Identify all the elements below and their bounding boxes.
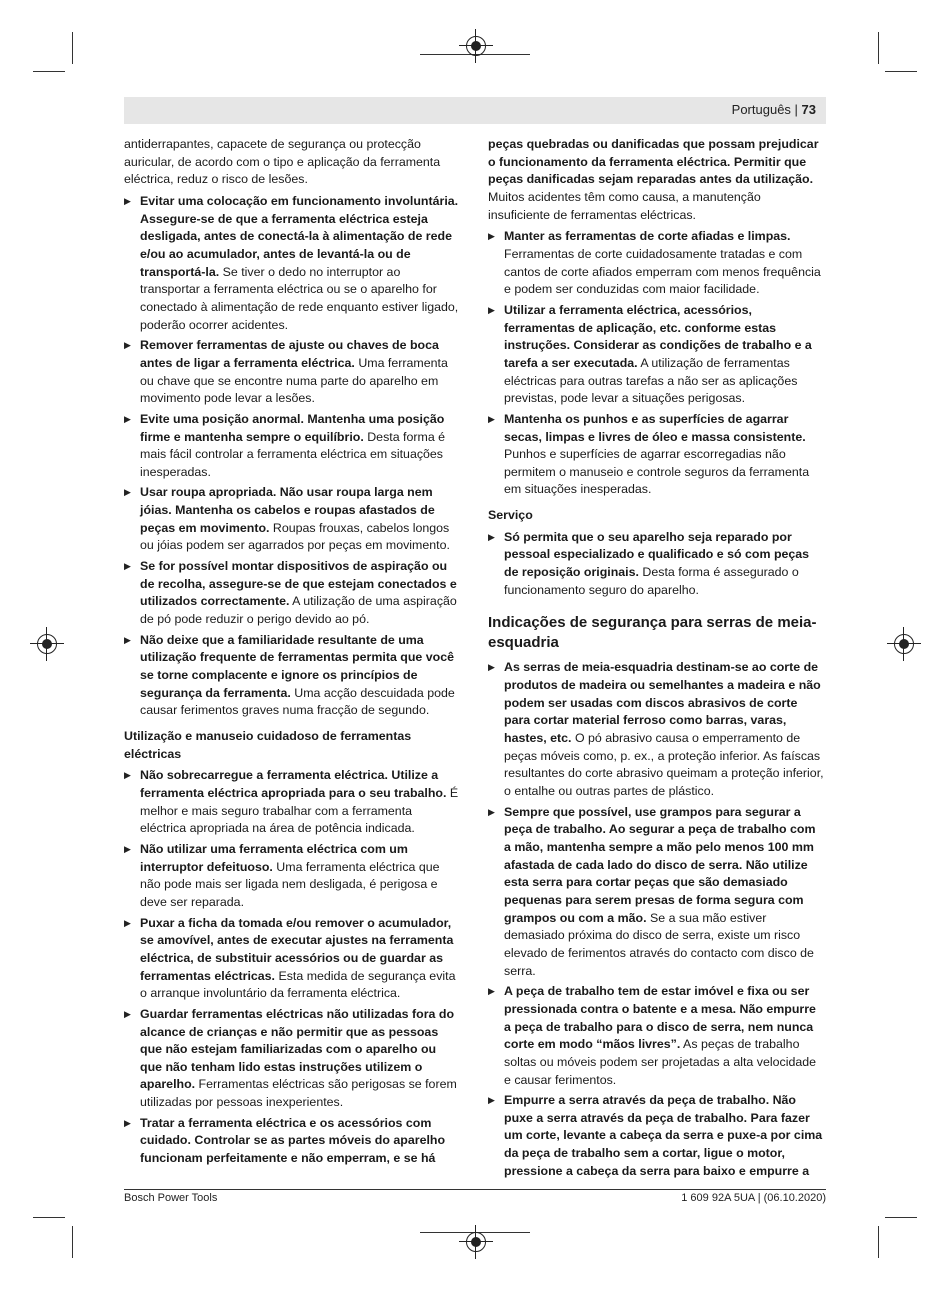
list-item: ▶ Não sobrecarregue a ferramenta eléctrica. Utilize a ferramenta eléctrica apropriada para o seu trabalho. É melhor e mais seguro trabalhar com a ferramenta eléctrica apropriada na área de potência indicada. xyxy=(124,767,461,838)
header-label: Português | 73 xyxy=(731,102,816,117)
list-item: ▶ Guardar ferramentas eléctricas não utilizadas fora do alcance de crianças e não permitir que as pessoas que não estejam familiarizadas com o aparelho ou que não tenham lido estas instruções utilizem o aparelho. Ferramentas eléctricas são perigosas se forem utilizadas por pessoas inexperientes. xyxy=(124,1006,461,1112)
list-item: ▶ Remover ferramentas de ajuste ou chaves de boca antes de ligar a ferramenta eléctrica. Uma ferramenta ou chave que se encontre numa parte do aparelho em movimento pode levar a lesões. xyxy=(124,337,461,408)
left-column xyxy=(124,136,461,1171)
page-number: 73 xyxy=(801,102,816,117)
crop-mark xyxy=(72,32,73,64)
list-item: ▶ Só permita que o seu aparelho seja reparado por pessoal especializado e qualificado e só com peças de reposição originais. Desta forma é assegurado o funcionamento seguro do aparelho. xyxy=(488,529,825,600)
registration-mark-icon xyxy=(466,36,486,56)
crop-mark xyxy=(878,1226,879,1258)
registration-mark-icon xyxy=(894,634,914,654)
footer-brand: Bosch Power Tools xyxy=(124,1192,218,1204)
paragraph: antiderrapantes, capacete de segurança ou protecção auricular, de acordo com o tipo e aplicação da ferramenta eléctrica, reduz o risco de lesões. xyxy=(124,137,441,187)
list-item: ▶ As serras de meia-esquadria destinam-se ao corte de produtos de madeira ou semelhantes a madeira e não podem ser usadas com discos abrasivos de corte para cortar material ferroso como barras, varas, hastes, etc. O pó abrasivo causa o emperramento de peças móveis como, p. ex., a proteção inferior. As faíscas resultantes do corte abrasivo queimam a proteção inferior, o entalhe ou outras partes de plástico. xyxy=(488,659,825,800)
list-item: ▶ Não deixe que a familiaridade resultante de uma utilização frequente de ferramentas permita que você se torne complacente e ignore os princípios de segurança da ferramenta. Uma acção descuidada pode causar ferimentos graves numa fracção de segundo. xyxy=(124,632,461,720)
list-item: ▶ Evite uma posição anormal. Mantenha uma posição firme e mantenha sempre o equilíbrio. Desta forma é mais fácil controlar a ferramenta eléctrica em situações inesperadas. xyxy=(124,411,461,482)
page-header xyxy=(124,97,826,124)
crop-mark xyxy=(33,1217,65,1218)
list-item: ▶ A peça de trabalho tem de estar imóvel e fixa ou ser pressionada contra o batente e a mesa. Não empurre a peça de trabalho para o disco de serra, nem nunca corte em modo “mãos livres”. As peças de trabalho soltas ou móveis podem ser projetadas a alta velocidade e causar ferimentos. xyxy=(488,983,825,1089)
list-item: ▶ Mantenha os punhos e as superfícies de agarrar secas, limpas e livres de óleo e massa consistente. Punhos e superfícies de agarrar escorregadias não permitem o manuseio e controle seguros da ferramenta em situações inesperadas. xyxy=(488,411,825,499)
list-item: ▶ Se for possível montar dispositivos de aspiração ou de recolha, assegure-se de que estejam conectados e utilizados correctamente. A utilização de uma aspiração de pó pode reduzir o perigo devido ao pó. xyxy=(124,558,461,629)
footer-doc-code: 1 609 92A 5UA | (06.10.2020) xyxy=(681,1192,826,1204)
crop-mark xyxy=(878,32,879,64)
paragraph: peças quebradas ou danificadas que possam prejudicar o funcionamento da ferramenta eléctrica. Permitir que peças danificadas sejam reparadas antes da utilização. Muitos acidentes têm como causa, a manutenção insuficiente de ferramentas eléctricas. xyxy=(488,137,819,222)
list-item: ▶ Sempre que possível, use grampos para segurar a peça de trabalho. Ao segurar a peça de trabalho com a mão, mantenha sempre a mão pelo menos 100 mm afastada de cada lado do disco de serra. Não utilize esta serra para cortar peças que são demasiado pequenas para serem presas de forma segura com grampos ou com a mão. Se a sua mão estiver demasiado próxima do disco de serra, existe um risco elevado de ferimentos através do contacto com disco de serra. xyxy=(488,804,825,981)
section-heading: Indicações de segurança para serras de meia-esquadria xyxy=(488,614,817,652)
list-item: ▶ Evitar uma colocação em funcionamento involuntária. Assegure-se de que a ferramenta eléctrica esteja desligada, antes de conectá-la à alimentação de rede e/ou ao acumulador, antes de levantá-la ou de transportá-la. Se tiver o dedo no interruptor ao transportar a ferramenta eléctrica ou se o aparelho for conectado à alimentação de rede enquanto estiver ligado, poderão ocorrer acidentes. xyxy=(124,193,461,334)
crop-mark xyxy=(72,1226,73,1258)
list-item: ▶ Manter as ferramentas de corte afiadas e limpas. Ferramentas de corte cuidadosamente tratadas e com cantos de corte afiados emperram com menos frequência e podem ser conduzidas com maior facilidade. xyxy=(488,228,825,299)
list-item: ▶ Utilizar a ferramenta eléctrica, acessórios, ferramentas de aplicação, etc. conforme estas instruções. Considerar as condições de trabalho e a tarefa a ser executada. A utilização de ferramentas eléctricas para outras tarefas a não ser as aplicações previstas, pode levar a situações perigosas. xyxy=(488,302,825,408)
list-item: ▶ Usar roupa apropriada. Não usar roupa larga nem jóias. Mantenha os cabelos e roupas afastados de peças em movimento. Roupas frouxas, cabelos longos ou jóias podem ser agarrados por peças em movimento. xyxy=(124,484,461,555)
list-item: ▶ Não utilizar uma ferramenta eléctrica com um interruptor defeituoso. Uma ferramenta eléctrica que não pode mais ser ligada nem desligada, é perigosa e deve ser reparada. xyxy=(124,841,461,912)
crop-mark xyxy=(33,71,65,72)
crop-mark xyxy=(885,71,917,72)
header-language: Português xyxy=(731,102,791,117)
registration-mark-icon xyxy=(37,634,57,654)
crop-mark xyxy=(885,1217,917,1218)
right-column xyxy=(488,136,825,1183)
registration-mark-icon xyxy=(466,1232,486,1252)
list-item: ▶ Puxar a ficha da tomada e/ou remover o acumulador, se amovível, antes de executar ajustes na ferramenta eléctrica, de substituir acessórios ou de guardar as ferramentas eléctricas. Esta medida de segurança evita o arranque involuntário da ferramenta eléctrica. xyxy=(124,915,461,1003)
section-subheading: Utilização e manuseio cuidadoso de ferramentas eléctricas xyxy=(124,729,412,761)
section-subheading: Serviço xyxy=(488,508,533,523)
list-item: ▶ Empurre a serra através da peça de trabalho. Não puxe a serra através da peça de trabalho. Para fazer um corte, levante a cabeça da serra e puxe-a por cima da peça de trabalho sem a cortar, ligue o motor, pressione a cabeça da serra para baixo e empurre a xyxy=(488,1092,825,1180)
footer-divider xyxy=(124,1189,826,1190)
list-item: ▶ Tratar a ferramenta eléctrica e os acessórios com cuidado. Controlar se as partes móveis do aparelho funcionam perfeitamente e não emperram, e se há xyxy=(124,1115,461,1168)
